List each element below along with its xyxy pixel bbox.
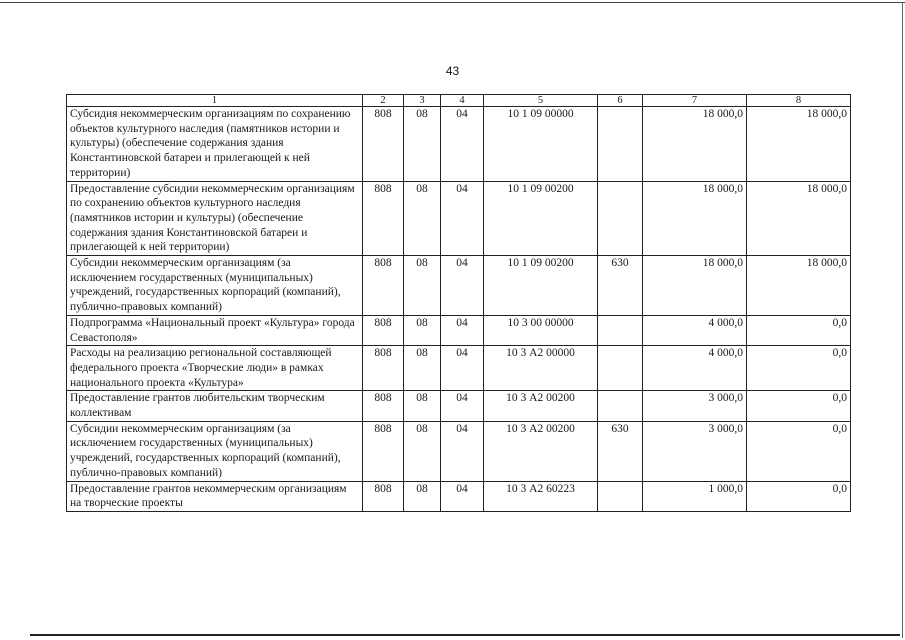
row-name: Субсидия некоммерческим организациям по сохранению объектов культурного наследия (памятников истории и культуры) (обеспечение содержания здания Константиновской батареи и прилегающей к ней территории) [67,107,363,182]
row-amount-year2: 0,0 [747,391,851,421]
row-admin-code: 808 [363,315,404,345]
row-subsection: 04 [441,315,484,345]
row-amount-year2: 0,0 [747,315,851,345]
row-admin-code: 808 [363,107,404,182]
row-amount-year1: 1 000,0 [643,481,747,511]
row-target-article: 10 3 00 00000 [484,315,598,345]
row-amount-year1: 4 000,0 [643,315,747,345]
row-amount-year2: 0,0 [747,481,851,511]
table-row [67,315,851,345]
row-amount-year2: 18 000,0 [747,107,851,182]
table-row [67,391,851,421]
row-target-article: 10 1 09 00200 [484,181,598,256]
row-target-article: 10 1 09 00000 [484,107,598,182]
scan-edge-right [902,2,903,638]
row-section: 08 [404,315,441,345]
row-admin-code: 808 [363,421,404,481]
row-admin-code: 808 [363,391,404,421]
row-amount-year1: 3 000,0 [643,391,747,421]
row-amount-year2: 18 000,0 [747,181,851,256]
budget-table [66,94,851,512]
row-subsection: 04 [441,181,484,256]
row-amount-year1: 3 000,0 [643,421,747,481]
row-admin-code: 808 [363,181,404,256]
row-name: Предоставление грантов любительским творческим коллективам [67,391,363,421]
row-amount-year1: 18 000,0 [643,256,747,316]
table-row [67,256,851,316]
row-subsection: 04 [441,481,484,511]
scan-edge-bottom [30,634,900,636]
row-expense-type [598,346,643,391]
header-row [67,95,851,107]
row-subsection: 04 [441,391,484,421]
row-name: Расходы на реализацию региональной составляющей федерального проекта «Творческие люди» в рамках национального проекта «Культура» [67,346,363,391]
row-amount-year1: 18 000,0 [643,181,747,256]
row-target-article: 10 3 А2 00200 [484,391,598,421]
row-section: 08 [404,391,441,421]
table-row [67,346,851,391]
row-target-article: 10 3 А2 00200 [484,421,598,481]
col-header-7: 7 [643,95,747,107]
row-section: 08 [404,421,441,481]
row-expense-type: 630 [598,421,643,481]
row-expense-type [598,391,643,421]
row-target-article: 10 1 09 00200 [484,256,598,316]
row-subsection: 04 [441,421,484,481]
row-section: 08 [404,107,441,182]
row-admin-code: 808 [363,256,404,316]
row-name: Предоставление грантов некоммерческим организациям на творческие проекты [67,481,363,511]
table-row [67,481,851,511]
row-subsection: 04 [441,256,484,316]
col-header-8: 8 [747,95,851,107]
row-expense-type [598,481,643,511]
row-amount-year1: 4 000,0 [643,346,747,391]
row-section: 08 [404,181,441,256]
col-header-6: 6 [598,95,643,107]
row-section: 08 [404,481,441,511]
row-expense-type [598,181,643,256]
row-section: 08 [404,346,441,391]
row-name: Подпрограмма «Национальный проект «Культура» города Севастополя» [67,315,363,345]
row-subsection: 04 [441,346,484,391]
row-amount-year2: 0,0 [747,421,851,481]
col-header-5: 5 [484,95,598,107]
col-header-3: 3 [404,95,441,107]
row-amount-year2: 18 000,0 [747,256,851,316]
page-number: 43 [445,64,460,78]
row-subsection: 04 [441,107,484,182]
row-name: Субсидии некоммерческим организациям (за исключением государственных (муниципальных) учреждений, государственных корпораций (компаний), публично-правовых компаний) [67,256,363,316]
col-header-4: 4 [441,95,484,107]
row-name: Субсидии некоммерческим организациям (за исключением государственных (муниципальных) учреждений, государственных корпораций (компаний), публично-правовых компаний) [67,421,363,481]
row-name: Предоставление субсидии некоммерческим организациям по сохранению объектов культурного наследия (памятников истории и культуры) (обеспечение содержания здания Константиновской батареи и прилегающей к ней территории) [67,181,363,256]
table-row [67,107,851,182]
row-expense-type [598,107,643,182]
row-admin-code: 808 [363,346,404,391]
table-row [67,181,851,256]
row-target-article: 10 3 А2 60223 [484,481,598,511]
col-header-2: 2 [363,95,404,107]
row-expense-type [598,315,643,345]
row-target-article: 10 3 А2 00000 [484,346,598,391]
table-row [67,421,851,481]
row-admin-code: 808 [363,481,404,511]
row-section: 08 [404,256,441,316]
scan-edge-top [0,2,905,3]
row-amount-year1: 18 000,0 [643,107,747,182]
row-expense-type: 630 [598,256,643,316]
row-amount-year2: 0,0 [747,346,851,391]
col-header-1: 1 [67,95,363,107]
